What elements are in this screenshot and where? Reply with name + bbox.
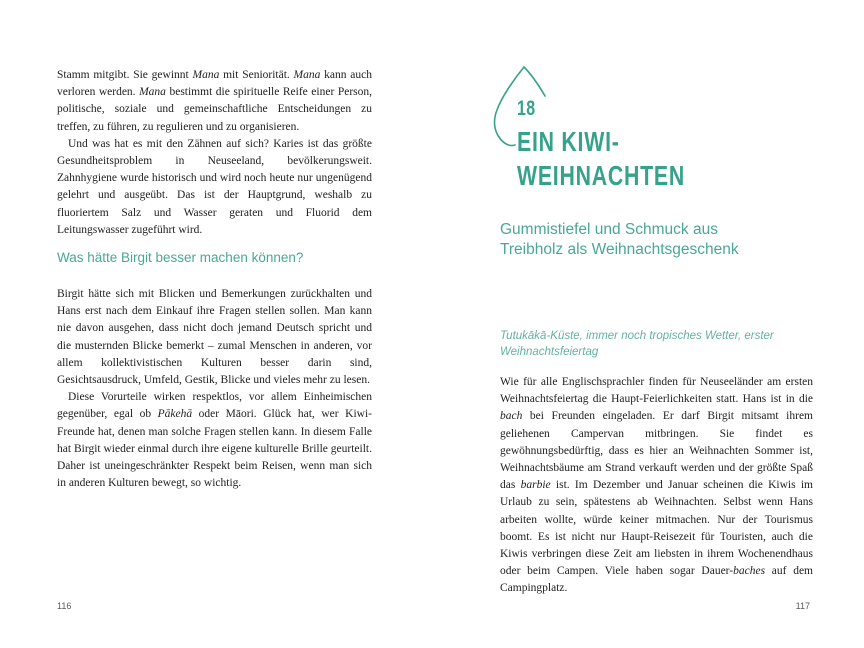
body-paragraph: Wie für alle Englischsprachler finden für Neuseeländer am ersten Weihnachtsfeiertag die Haupt-Feierlichkeiten statt. Hans ist in die bach bei Freunden eingeladen. Er darf Birgit mitsamt ihrem geliehenen Campervan mitbringen. Sie findet es gewöhnungsbedürftig, dass es hier an Weihnachten Sommer ist, Weihnachtsbäume am Strand verkauft werden und der größte Spaß das barbie ist. Im Dezember und Januar scheinen die Kiwis im Urlaub zu sein, spätestens ab Weihnachten. Selbst wenn Hans arbeiten wollte, würde keiner mitmachen. Nur der Tourismus boomt. Es ist nicht nur Haupt-Reisezeit für Touristen, auch die Kiwis verbringen diese Zeit am liebsten in ihrem Wochenendhaus oder beim Campen. Viele haben sogar Dauer-baches auf dem Campingplatz. [500,376,813,595]
chapter-title-line: WEIHNACHTEN [517,160,685,191]
right-text-block [500,374,813,598]
chapter-subtitle-line: Treibholz als Weihnachtsgeschenk [500,240,739,258]
chapter-location [500,329,774,360]
section-subheading: Was hätte Birgit besser machen können? [57,250,304,265]
chapter-title-line: EIN KIWI- [517,126,620,157]
left-text-block-1 [57,67,372,239]
chapter-subtitle [500,220,739,259]
chapter-location-line: Tutukākā-Küste, immer noch tropisches Wetter, erster [500,330,774,342]
chapter-subtitle-line: Gummistiefel und Schmuck aus [500,221,718,238]
page-number-right: 117 [795,601,810,611]
left-text-block-2 [57,286,372,492]
chapter-location-line: Weihnachtsfeiertag [500,345,599,358]
body-paragraph: Stamm mitgibt. Sie gewinnt Mana mit Seniorität. Mana kann auch verloren werden. Mana bestimmt die spirituelle Reife einer Person, politische, soziale und gemeinschaftliche Entscheidungen zu treffen, zu führen, zu regulieren und zu organisieren. [57,69,372,133]
page-number-left: 116 [57,601,72,611]
body-paragraph: Und was hat es mit den Zähnen auf sich? Karies ist das größte Gesundheitsproblem in Neuseeland, bevölkerungsweit. Zahnhygiene wurde historisch und wird noch heute nur ungenügend gelehrt und ausgeübt. Das ist der Hauptgrund, weshalb zu fluoriertem Salz und Wasser geraten und Fluorid dem Leitungswasser zugeführt wird. [57,137,372,236]
chapter-title [517,125,685,193]
body-paragraph: Birgit hätte sich mit Blicken und Bemerkungen zurückhalten und Hans erst nach dem Einkauf ihre Fragen stellen sollen. Man kann nie davon ausgehen, dass nicht doch jemand Deutsch spricht und die musternden Blicke bemerkt – zumal Menschen in anderen, vor allem kollektivistischen Kulturen besser darin sind, Gesichtsausdruck, Umfeld, Gestik, Blicke und vieles mehr zu lesen. [57,288,372,387]
body-paragraph: Diese Vorurteile wirken respektlos, vor allem Einheimischen gegenüber, egal ob Pākehā oder Māori. Glück hat, wer Kiwi-Freunde hat, denen man solche Fragen stellen kann. In diesem Falle hat Birgit wieder einmal durch ihre eigene kulturelle Brille geurteilt. Daher ist uneingeschränkter Respekt beim Reisen, wenn man sich in anderen Kulturen bewegt, so wichtig. [57,391,372,490]
chapter-number: 18 [517,97,536,120]
